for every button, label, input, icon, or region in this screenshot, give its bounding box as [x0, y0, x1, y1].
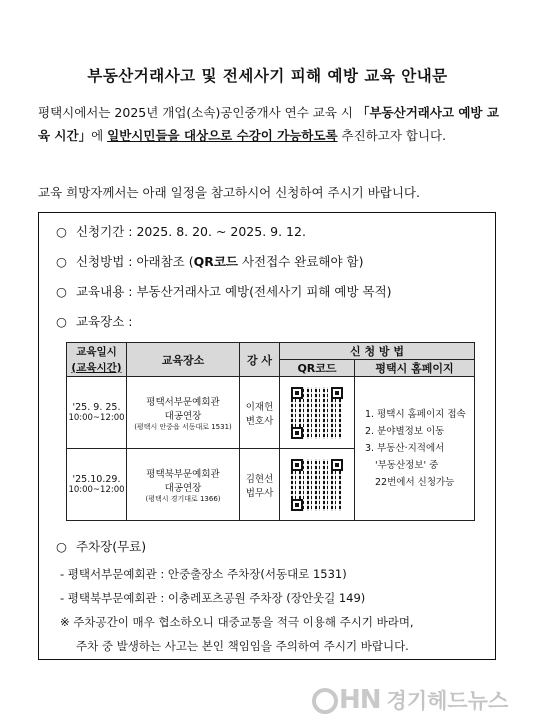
bullet-circle: ○: [56, 539, 67, 554]
parking-north: - 평택북부문예회관 : 이충레포츠공원 주차장 (장안웃길 149): [60, 591, 366, 605]
header-lecturer: 강 사: [240, 343, 280, 377]
header-apply: 신 청 방 법: [280, 343, 475, 360]
header-date: 교육일시 (교육시간): [67, 343, 127, 377]
intro-highlight: 「부동산거래사고 예방 교육 시간」: [38, 105, 499, 143]
homepage-steps-cell: [355, 377, 475, 521]
intro-underline: 일반시민들을 대상으로 수강이 가능하도록: [107, 128, 338, 143]
item-content: [56, 282, 392, 300]
item-period: [56, 222, 306, 240]
qr-code-image-2[interactable]: [291, 459, 343, 511]
intro-text-3: 추진하고자 합니다.: [337, 128, 447, 143]
item-place: [56, 312, 132, 330]
parking-note-1: ※ 주차공간이 매우 협소하오니 대중교통을 적극 이용해 주시기 바라며,: [60, 615, 414, 629]
method-text-b: 사전접수 완료해야 함): [238, 254, 364, 269]
parking-note-2: 주차 중 발생하는 사고는 본인 책임임을 주의하여 주시기 바랍니다.: [76, 639, 409, 653]
row2-date-cell: '25.10.29. 10:00~12:00: [67, 449, 127, 521]
period-text: 신청기간 : 2025. 8. 20. ~ 2025. 9. 12.: [75, 224, 306, 239]
bullet-circle: ○: [56, 284, 67, 299]
intro-text-2: 에: [91, 128, 108, 143]
intro-text-1: 평택시에서는 2025년 개업(소속)공인중개사 연수 교육 시: [38, 105, 357, 120]
bullet-circle: ○: [56, 314, 67, 329]
bullet-circle: ○: [56, 254, 67, 269]
row2-lecturer-cell: 김현선 법무사: [240, 449, 280, 521]
row1-date-cell: '25. 9. 25. 10:00~12:00: [67, 377, 127, 449]
schedule-table: [66, 342, 475, 521]
watermark-logo: [312, 680, 527, 720]
hp-step: 2. 분야별정보 이동: [365, 426, 445, 437]
row2-place-cell: 평택북부문예회관 대공연장 (평택시 경기대로 1366): [127, 449, 240, 521]
hp-step: 3. 부동산·지적에서: [365, 443, 445, 454]
qr-code-image-1[interactable]: [291, 387, 343, 439]
header-homepage: 평택시 홈페이지: [355, 360, 475, 377]
table-row: [67, 377, 475, 449]
hp-step: 1. 평택시 홈페이지 접속: [365, 409, 466, 420]
bullet-circle: ○: [56, 224, 67, 239]
row1-qr-cell: [280, 377, 355, 449]
header-qr: QR코드: [280, 360, 355, 377]
intro-paragraph: [38, 101, 500, 147]
row1-lecturer-cell: 이재헌 변호사: [240, 377, 280, 449]
logo-name: 경기헤드뉴스: [386, 689, 509, 713]
hp-step: '부동산정보' 중: [375, 460, 439, 471]
parking-west: - 평택서부문예회관 : 안중출장소 주차장(서동대로 1531): [60, 567, 347, 581]
ghn-logo-icon: HN: [312, 685, 381, 715]
hp-step: 22번에서 신청가능: [375, 477, 455, 488]
intro-line-2: 교육 희망자께서는 아래 일정을 참고하시어 신청하여 주시기 바랍니다.: [38, 185, 420, 200]
document-title: 부동산거래사고 및 전세사기 피해 예방 교육 안내문: [87, 67, 448, 85]
content-text: 교육내용 : 부동산거래사고 예방(전세사기 피해 예방 목적): [75, 284, 392, 299]
parking-heading: ○ 주차장(무료): [56, 539, 147, 554]
place-text: 교육장소 :: [75, 314, 133, 329]
row2-qr-cell: [280, 449, 355, 521]
method-qr-text: QR코드: [193, 254, 238, 269]
row1-place-cell: 평택서부문예회관 대공연장 (평택시 안중읍 서동대로 1531): [127, 377, 240, 449]
header-place: 교육장소: [127, 343, 240, 377]
item-method: [56, 252, 363, 270]
method-text-a: 신청방법 : 아래참조 (: [75, 254, 194, 269]
